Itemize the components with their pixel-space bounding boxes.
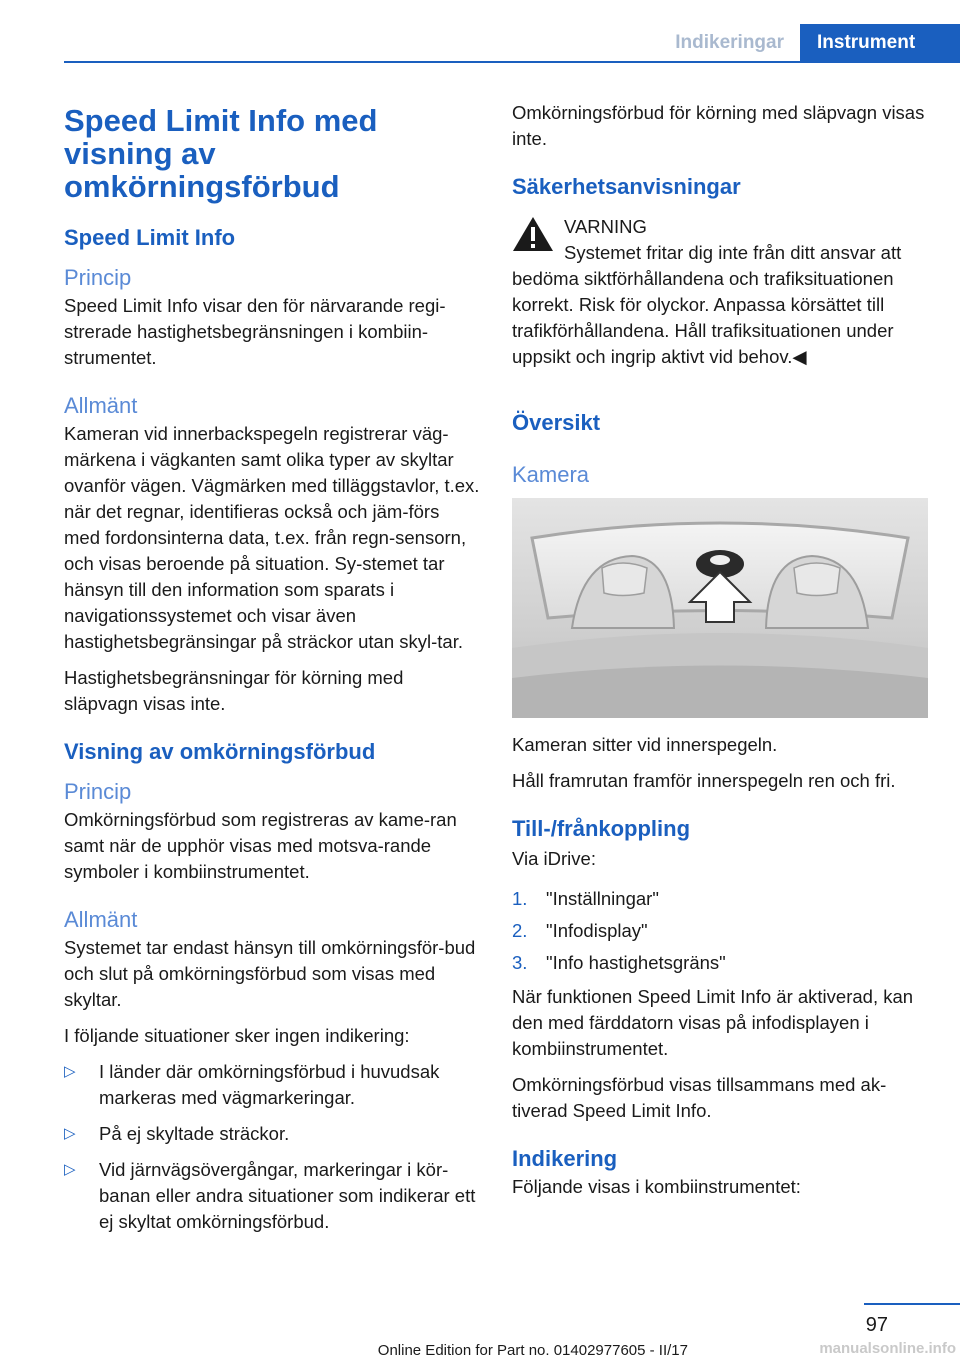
steps-list (512, 886, 932, 976)
paragraph-allmant-2: Systemet tar endast hänsyn till omkörningsför-bud och slut på omkörningsförbud som visas med skyltar. (64, 937, 476, 1010)
heading-safety: Säkerhetsanvisningar (512, 174, 741, 199)
paragraph-trailer-overtaking: Omkörningsförbud för körning med släpvagn visas inte. (512, 102, 925, 149)
footer-rule (864, 1303, 960, 1305)
paragraph-camera-location: Kameran sitter vid innerspegeln. (512, 734, 778, 755)
paragraph-via-idrive: Via iDrive: (512, 848, 596, 869)
heading-indikering: Indikering (512, 1146, 618, 1171)
paragraph-no-indication: I följande situationer sker ingen indikering: (64, 1025, 410, 1046)
heading-visning: Visning av omkörningsförbud (64, 739, 376, 764)
triangle-bullet-icon: ▷ (64, 1063, 76, 1080)
warning-block (512, 214, 932, 240)
warning-icon (512, 216, 554, 252)
triangle-bullet-icon: ▷ (64, 1125, 76, 1142)
heading-allmant-2: Allmänt (64, 907, 138, 932)
bullet-list (64, 1059, 480, 1235)
paragraph-following: Följande visas i kombiinstrumentet: (512, 1176, 801, 1197)
heading-toggle: Till-/frånkoppling (512, 816, 691, 841)
step-item: 3. "Info hastighetsgräns" (512, 952, 726, 973)
heading-princip: Princip (64, 265, 132, 290)
page-number: 97 (865, 1314, 888, 1336)
list-item: ▷ Vid järnvägsövergångar, markeringar i kör-banan eller andra situationer som indikerar ett ej skyltat omkörningsförbud. (64, 1159, 476, 1232)
list-item: ▷ I länder där omkörningsförbud i huvudsak markeras med vägmarkeringar. (64, 1061, 440, 1108)
paragraph-princip: Speed Limit Info visar den för närvarande regi-strerade hastighetsbegränsningen i kombiin-strumentet. (64, 295, 446, 368)
heading-kamera: Kamera (512, 462, 590, 487)
step-item: 1. "Inställningar" (512, 888, 659, 909)
list-item: ▷ På ej skyltade sträckor. (64, 1121, 480, 1147)
heading-princip-2: Princip (64, 779, 132, 804)
warning-label: VARNING (564, 216, 647, 237)
paragraph-allmant: Kameran vid innerbackspegeln registrerar väg-märkena i vägkanten samt olika typer av skyltar ovanför vägen. Vägmärken med tilläggstavlor, t.ex. när det regnar, identifieras också och jäm-förs med fordonsinterna data, t.ex. från regn-sensorn, och visas beroende på situation. Sy-stemet tar hänsyn till den information som sparats i navigationssystemet och visar även hastighetsbegränsingar på sträckor utan skyl-tar. (64, 423, 480, 652)
tab-indikeringar[interactable]: Indikeringar (675, 32, 784, 53)
paragraph-activated: När funktionen Speed Limit Info är aktiverad, kan den med färddatorn visas på infodisplayen i kombiinstrumentet. (512, 986, 914, 1059)
page-title: Speed Limit Info med visning av omkörningsförbud (64, 103, 378, 204)
paragraph-together: Omkörningsförbud visas tillsammans med ak-tiverad Speed Limit Info. (512, 1074, 887, 1121)
camera-location-image (512, 498, 928, 718)
tab-instrument[interactable]: Instrument (800, 24, 960, 62)
step-item: 2. "Infodisplay" (512, 920, 648, 941)
right-column (512, 100, 932, 1210)
heading-allmant: Allmänt (64, 393, 138, 418)
paragraph-princip-2: Omkörningsförbud som registreras av kame-ran samt när de upphör visas med motsva-rande symboler i kombiinstrumentet. (64, 809, 457, 882)
heading-speed-limit-info: Speed Limit Info (64, 225, 236, 250)
left-column (64, 100, 480, 1245)
watermark: manualsonline.info (819, 1340, 956, 1357)
paragraph-windshield: Håll framrutan framför innerspegeln ren och fri. (512, 770, 896, 791)
header-rule (64, 61, 960, 63)
paragraph-trailer: Hastighetsbegränsningar för körning med släpvagn visas inte. (64, 667, 404, 714)
edition-note: Online Edition for Part no. 01402977605 - II/17 (377, 1342, 688, 1359)
header-tabs (659, 24, 960, 62)
heading-oversikt: Översikt (512, 410, 601, 435)
triangle-bullet-icon: ▷ (64, 1161, 76, 1178)
warning-text: Systemet fritar dig inte från ditt ansvar att bedöma siktförhållandena och trafiksituationen korrekt. Risk för olyckor. Anpassa körsättet till trafikförhållandena. Håll trafiksituationen under uppsikt och ingrip aktivt vid behov.◀ (512, 242, 902, 367)
